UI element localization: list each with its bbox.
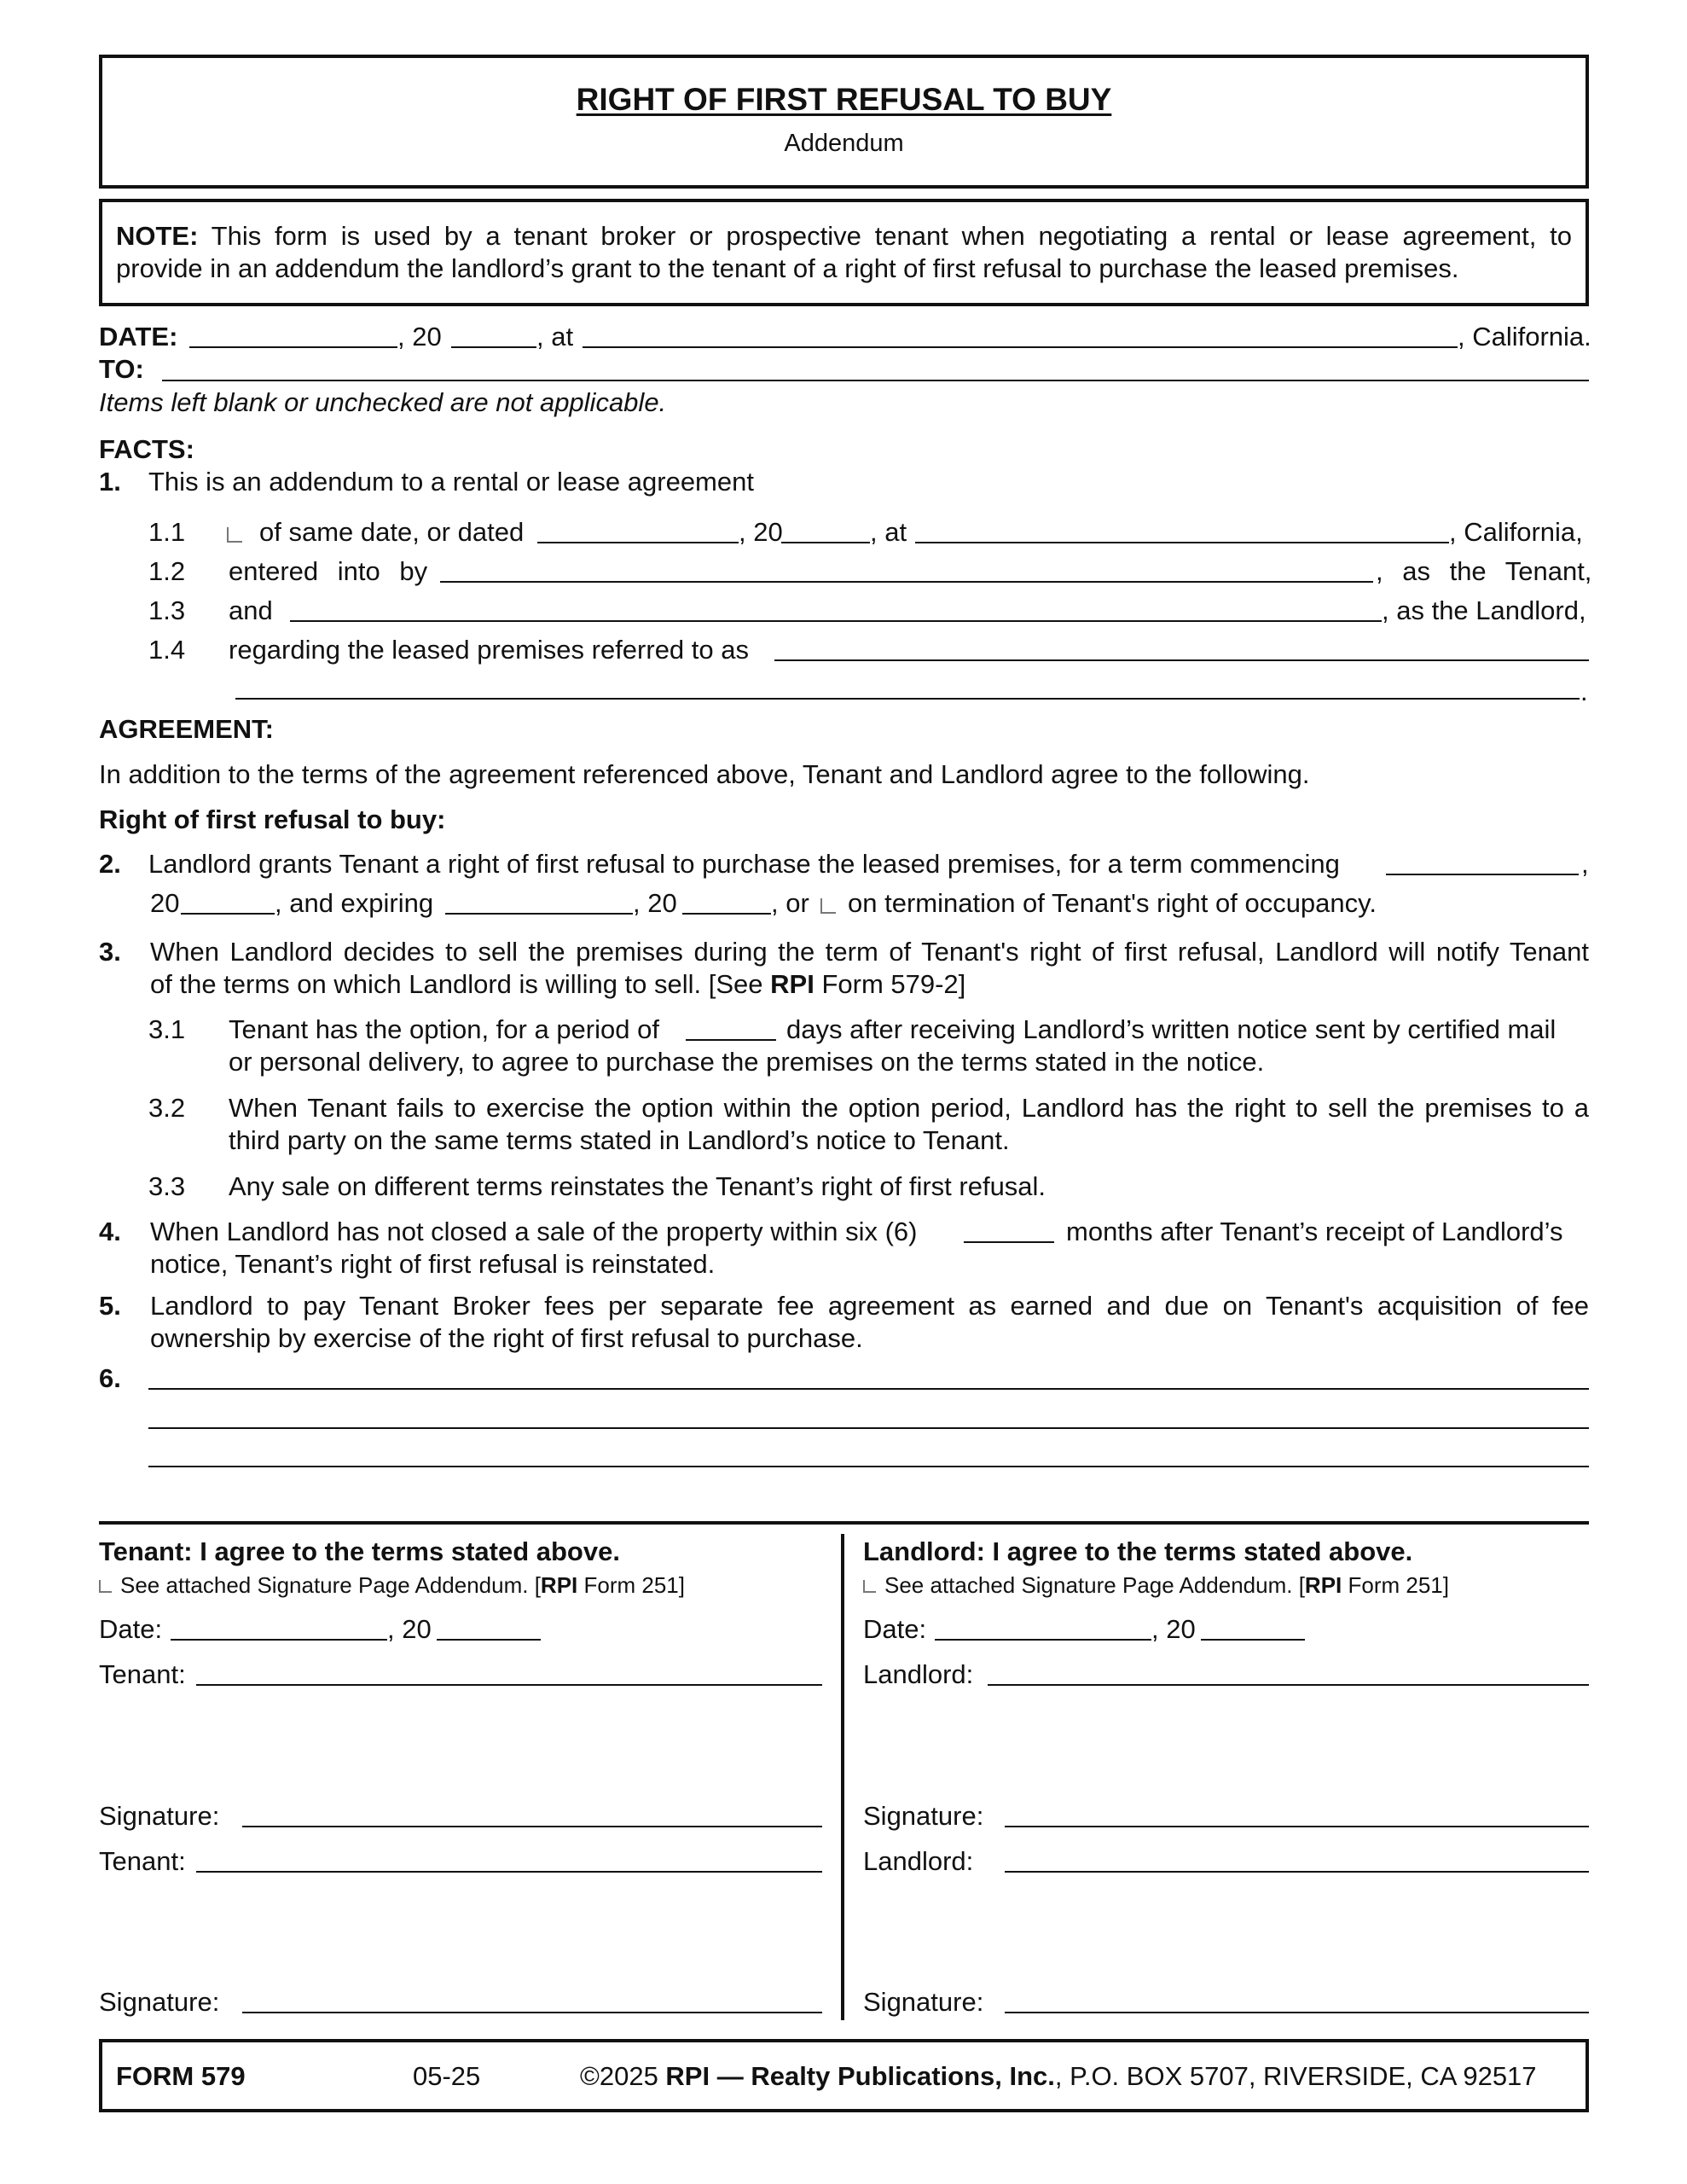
agreement-heading: AGREEMENT: [99, 714, 274, 744]
form-subtitle: Addendum [784, 130, 904, 157]
item-1-3-text-b: , as the Landlord, [1382, 595, 1586, 625]
dated-field[interactable] [537, 542, 739, 543]
footer-copyright-a: ©2025 [580, 2061, 666, 2091]
item-6-field-1[interactable] [148, 1388, 1589, 1390]
item-3-rpi: RPI [770, 969, 815, 999]
tenant-1-signature-label: Signature: [99, 1801, 220, 1831]
tenant-date-field[interactable] [171, 1639, 387, 1641]
item-1-2-text-b: , as the Tenant, [1376, 556, 1592, 586]
landlord-see-attached-rpi: RPI [1304, 1572, 1342, 1598]
item-1-2-text-a: entered into by [229, 556, 428, 586]
signature-divider-vertical [841, 1534, 844, 2020]
tenant-see-attached-rpi: RPI [540, 1572, 578, 1598]
landlord-name-field[interactable] [290, 620, 1382, 622]
item-3-1-number: 3.1 [148, 1014, 186, 1044]
item-3-1-text-2: or personal delivery, to agree to purchase the premises on the terms stated in the notice. [229, 1047, 1265, 1077]
item-5-text-2: ownership by exercise of the right of first refusal to purchase. [150, 1323, 863, 1353]
item-1-number: 1. [99, 467, 121, 497]
landlord-2-signature-field[interactable] [1005, 2012, 1589, 2013]
item-1-4-text-a: regarding the leased premises referred to as [229, 635, 749, 665]
tenant-see-attached-checkbox[interactable] [99, 1580, 112, 1593]
landlord-see-attached-a: See attached Signature Page Addendum. [ [884, 1572, 1305, 1598]
commencing-field[interactable] [1386, 874, 1579, 875]
item-1-4-number: 1.4 [148, 635, 186, 665]
item-2-number: 2. [99, 849, 121, 879]
tenant-see-attached-a: See attached Signature Page Addendum. [ [120, 1572, 541, 1598]
landlord-2-label: Landlord: [863, 1846, 974, 1876]
tenant-date-year-field[interactable] [437, 1639, 541, 1641]
dated-year-field[interactable] [781, 542, 870, 543]
item-5-number: 5. [99, 1291, 121, 1321]
tenant-1-name-field[interactable] [196, 1684, 822, 1686]
date-year-field[interactable] [451, 346, 536, 348]
landlord-1-signature-field[interactable] [1005, 1826, 1589, 1827]
item-2-termination: on termination of Tenant's right of occupancy. [848, 888, 1377, 918]
item-1-1-text-d: , California, [1449, 517, 1583, 547]
item-1-text: This is an addendum to a rental or lease agreement [148, 467, 754, 497]
date-california: , California. [1458, 322, 1591, 351]
item-3-2-text-1: When Tenant fails to exercise the option within the option period, Landlord has the right to sell the premises to a [229, 1093, 1589, 1123]
item-3-2-text-2: third party on the same terms stated in Landlord’s notice to Tenant. [229, 1125, 1010, 1155]
agreement-intro: In addition to the terms of the agreement referenced above, Tenant and Landlord agree to the following. [99, 759, 1310, 789]
dated-city-field[interactable] [915, 542, 1449, 543]
facts-heading: FACTS: [99, 434, 194, 464]
tenant-date-20: , 20 [387, 1614, 432, 1644]
tenant-2-name-field[interactable] [196, 1871, 822, 1873]
footer-box [99, 2039, 1589, 2112]
item-1-3-number: 1.3 [148, 595, 186, 625]
items-note: Items left blank or unchecked are not applicable. [99, 387, 667, 417]
premises-period: . [1580, 677, 1588, 706]
signature-divider-top [99, 1521, 1589, 1525]
item-3-text-2a: of the terms on which Landlord is willing to sell. [See [150, 969, 771, 999]
landlord-date-field[interactable] [935, 1639, 1151, 1641]
item-6-number: 6. [99, 1363, 121, 1393]
termination-checkbox[interactable] [820, 898, 836, 914]
item-1-1-number: 1.1 [148, 517, 186, 547]
item-3-3-number: 3.3 [148, 1171, 186, 1201]
item-3-3-text: Any sale on different terms reinstates the Tenant’s right of first refusal. [229, 1171, 1046, 1201]
item-2-expiring: , and expiring [275, 888, 434, 918]
item-3-2-number: 3.2 [148, 1093, 186, 1123]
note-line-1 [116, 220, 1572, 253]
expiring-year-field[interactable] [682, 913, 771, 915]
item-4-number: 4. [99, 1217, 121, 1246]
tenant-2-label: Tenant: [99, 1846, 186, 1876]
item-6-field-2[interactable] [148, 1427, 1589, 1429]
date-at: , at [536, 322, 574, 351]
tenant-2-signature-field[interactable] [242, 2012, 822, 2013]
item-2-comma: , [1581, 849, 1589, 879]
form-title: RIGHT OF FIRST REFUSAL TO BUY [576, 82, 1112, 117]
date-city-field[interactable] [583, 346, 1458, 348]
tenant-see-attached [99, 1571, 685, 1599]
landlord-1-name-field[interactable] [988, 1684, 1589, 1686]
item-1-1-text-a: of same date, or dated [259, 517, 525, 547]
item-6-field-3[interactable] [148, 1466, 1589, 1467]
right-of-first-refusal-heading: Right of first refusal to buy: [99, 804, 446, 834]
landlord-1-label: Landlord: [863, 1659, 974, 1689]
same-date-checkbox[interactable] [227, 527, 242, 543]
tenant-2-signature-label: Signature: [99, 1987, 220, 2017]
premises-field-1[interactable] [774, 659, 1589, 661]
landlord-1-signature-label: Signature: [863, 1801, 984, 1831]
item-2-20a: 20 [150, 888, 180, 918]
footer-publisher: RPI — Realty Publications, Inc. [665, 2061, 1055, 2091]
tenant-date-label: Date: [99, 1614, 163, 1644]
date-field[interactable] [189, 346, 397, 348]
item-3-1-text-b: days after receiving Landlord’s written notice sent by certified mail [786, 1014, 1557, 1044]
item-3-number: 3. [99, 937, 121, 967]
item-4-text-b: months after Tenant’s receipt of Landlord’s [1066, 1217, 1563, 1246]
item-1-1-text-c: , at [870, 517, 907, 547]
item-1-3-text-a: and [229, 595, 273, 625]
item-2-20b: , 20 [633, 888, 677, 918]
item-2-or: , or [771, 888, 809, 918]
note-line-2: provide in an addendum the landlord’s grant to the tenant of a right of first refusal to purchase the leased premises. [116, 253, 1459, 283]
note-label: NOTE: [116, 221, 199, 251]
landlord-2-name-field[interactable] [1005, 1871, 1589, 1873]
reinstate-months-field[interactable] [964, 1241, 1054, 1243]
tenant-1-label: Tenant: [99, 1659, 186, 1689]
item-3-1-text-a: Tenant has the option, for a period of [229, 1014, 659, 1044]
landlord-see-attached-b: Form 251] [1342, 1572, 1449, 1598]
item-4-text-2: notice, Tenant’s right of first refusal is reinstated. [150, 1249, 716, 1279]
tenant-see-attached-b: Form 251] [577, 1572, 685, 1598]
to-field[interactable] [162, 380, 1589, 381]
landlord-date-label: Date: [863, 1614, 927, 1644]
item-3-text-1: When Landlord decides to sell the premises during the term of Tenant's right of first refusal, Landlord will notify Tenant [150, 937, 1589, 967]
premises-field-2[interactable] [235, 698, 1580, 700]
footer-revision: 05-25 [413, 2061, 481, 2091]
item-5-text-1: Landlord to pay Tenant Broker fees per separate fee agreement as earned and due on Tenant's acquisition of fee [150, 1291, 1589, 1321]
header-box [99, 55, 1589, 189]
item-1-1-text-b: , 20 [739, 517, 783, 547]
note-box [99, 199, 1589, 306]
landlord-see-attached-checkbox[interactable] [863, 1580, 876, 1593]
landlord-date-year-field[interactable] [1201, 1639, 1305, 1641]
item-3-text-2b: Form 579-2] [814, 969, 966, 999]
landlord-2-signature-label: Signature: [863, 1987, 984, 2017]
to-label: TO: [99, 354, 144, 384]
tenant-heading: Tenant: I agree to the terms stated above. [99, 1536, 620, 1566]
item-4-text-a: When Landlord has not closed a sale of the property within six (6) [150, 1217, 918, 1246]
footer-address: , P.O. BOX 5707, RIVERSIDE, CA 92517 [1054, 2061, 1537, 2091]
item-2-text-1: Landlord grants Tenant a right of first refusal to purchase the leased premises, for a term commencing [148, 849, 1340, 879]
expiring-field[interactable] [445, 913, 633, 915]
footer-form-number: FORM 579 [116, 2061, 246, 2091]
item-3-text-2 [150, 968, 965, 1001]
tenant-name-field[interactable] [440, 581, 1373, 583]
landlord-see-attached [863, 1571, 1449, 1599]
item-1-2-number: 1.2 [148, 556, 186, 586]
note-text-1: This form is used by a tenant broker or prospective tenant when negotiating a rental or lease agreement, to [211, 221, 1572, 251]
landlord-date-20: , 20 [1151, 1614, 1196, 1644]
date-label: DATE: [99, 322, 178, 351]
commencing-year-field[interactable] [181, 913, 275, 915]
tenant-1-signature-field[interactable] [242, 1826, 822, 1827]
option-days-field[interactable] [686, 1039, 776, 1041]
landlord-heading: Landlord: I agree to the terms stated above. [863, 1536, 1413, 1566]
date-comma-20: , 20 [397, 322, 442, 351]
footer-copyright [580, 2060, 1537, 2093]
